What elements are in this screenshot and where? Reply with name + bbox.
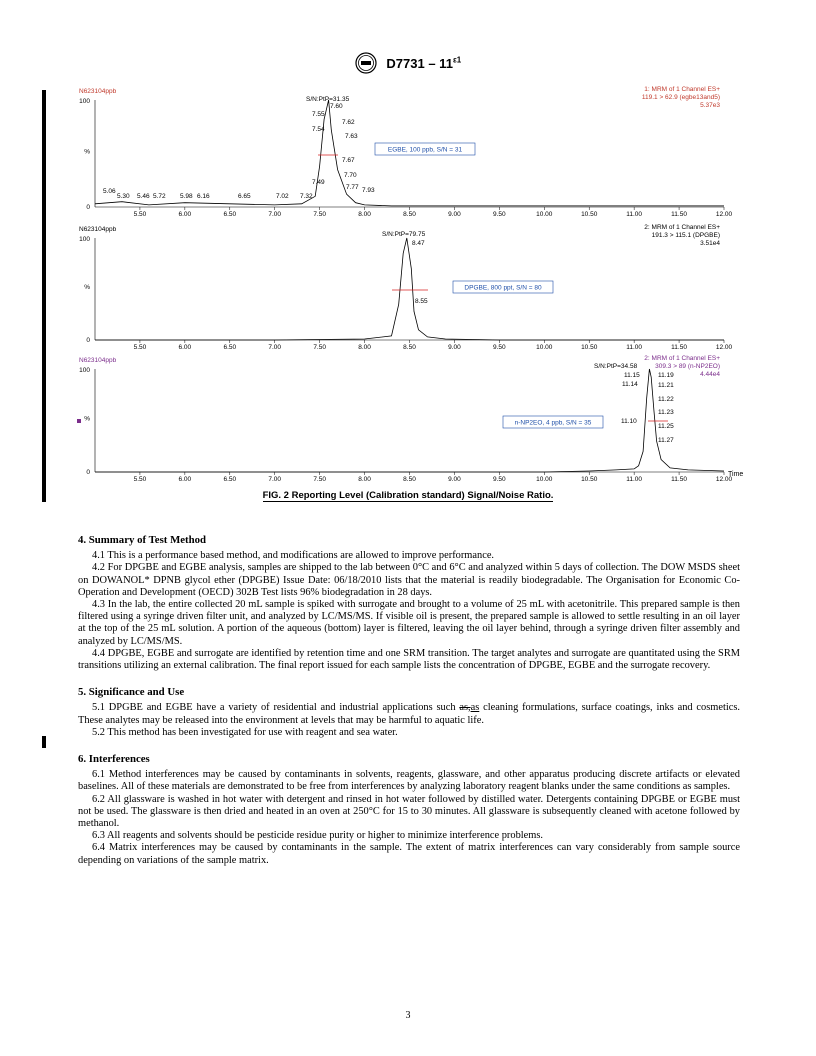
signal-noise-annotation: S/N:PtP=34.58: [594, 363, 638, 370]
peak-label: 6.65: [238, 193, 251, 200]
section-heading: 6. Interferences: [78, 753, 150, 766]
channel-info: 2: MRM of 1 Channel ES+: [644, 355, 720, 362]
paragraph: [78, 702, 740, 726]
x-tick-label: 7.50: [313, 211, 326, 218]
x-tick-label: 9.00: [448, 476, 461, 483]
doc-number-text: D7731 – 11: [386, 55, 453, 71]
peak-label: 8.55: [415, 298, 428, 305]
x-tick-label: 11.00: [626, 344, 643, 351]
y-tick-label: 0: [86, 469, 90, 476]
signal-noise-annotation: S/N:PtP=79.75: [382, 231, 426, 238]
channel-info: 3.51e4: [700, 240, 720, 247]
peak-label: 7.02: [276, 193, 289, 200]
x-tick-label: 11.50: [671, 211, 687, 218]
peak-label: 7.54: [312, 126, 325, 133]
y-tick-label: 100: [79, 98, 90, 105]
x-tick-label: 6.50: [223, 211, 237, 218]
page-number: 3: [405, 1010, 411, 1021]
figure-caption-text: FIG. 2 Reporting Level (Calibration standard) Signal/Noise Ratio.: [262, 490, 554, 501]
peak-label: 8.47: [412, 240, 425, 247]
peak-label: 11.22: [658, 396, 674, 403]
peak-label: 7.55: [312, 111, 325, 118]
paragraph: 6.1 Method interferences may be caused by contaminants in solvents, reagents, glassware, and other apparatus producing discrete artifacts or elevated baselines. All of these materials are demonstrated to be free from interferences by analyzing laboratory reagent blanks under the same conditions as samples.: [78, 769, 740, 793]
x-tick-label: 5.50: [133, 476, 147, 483]
x-tick-label: 10.00: [536, 476, 553, 483]
x-tick-label: 9.50: [493, 211, 506, 218]
signal-noise-annotation: S/N:PtP=31.35: [306, 96, 350, 103]
x-tick-label: 10.00: [536, 344, 553, 351]
peak-label: 11.19: [658, 372, 674, 379]
paragraph: 6.3 All reagents and solvents should be pesticide residue purity or higher to minimize interference problems.: [92, 830, 544, 842]
y-tick-label: 0: [86, 204, 90, 211]
x-tick-label: 8.00: [358, 344, 371, 351]
x-tick-label: 10.00: [536, 211, 553, 218]
channel-info: 2: MRM of 1 Channel ES+: [644, 224, 720, 231]
chromatogram-figure: [0, 0, 816, 490]
y-tick-label: 0: [86, 337, 90, 344]
x-tick-label: 6.00: [178, 344, 192, 351]
paragraph: 4.3 In the lab, the entire collected 20 mL sample is spiked with surrogate and brought to a volume of 25 mL with acetonitrile. This prepared sample is then filtered using a syringe driven filter unit, and analyzed by LC/MS/MS. If visible oil is present, the prepared sample is allowed to settle resulting in an oil layer at the top of the 25 mL solution. A portion of the aqueous (bottom) layer is filtered, leaving the oil layer behind, through a syringe driven filter assembly and analyzed by LC/MS/MS.: [78, 599, 740, 647]
paragraph: 6.2 All glassware is washed in hot water with detergent and rinsed in hot water followed by distilled water. Detergents containing DPGBE or EGBE must not be used. The glassware is then dried and heated in an oven at 250°C for 15 to 30 minutes. All glassware is subsequently cleaned with acetone followed by methanol.: [78, 793, 740, 830]
peak-label: 7.49: [312, 179, 325, 186]
body-text: [78, 528, 740, 867]
x-tick-label: 12.00: [715, 476, 733, 483]
x-tick-label: 11.50: [671, 476, 687, 483]
x-tick-label: 8.50: [403, 211, 416, 218]
figure-caption: [0, 490, 816, 501]
x-tick-label: 11.00: [626, 476, 643, 483]
y-tick-label: 100: [79, 236, 90, 243]
x-tick-label: 8.00: [358, 211, 371, 218]
doc-superscript: ε1: [452, 55, 462, 65]
peak-label: 5.46: [137, 193, 150, 200]
sample-id-label: N623104ppb: [79, 88, 117, 95]
peak-label: 7.63: [345, 133, 358, 140]
peak-label: 7.32: [300, 193, 313, 200]
section-heading: 4. Summary of Test Method: [78, 534, 207, 546]
y-axis-label: %: [84, 415, 90, 423]
x-tick-label: 7.50: [313, 476, 326, 483]
paragraph: 4.4 DPGBE, EGBE and surrogate are identified by retention time and one SRM transition. The target analytes and surrogate are quantitated using the SRM transitions utilizing an external calibration. The final report issued for each sample lists the concentration of DPGBE, EGBE and the surrogate recovery.: [78, 647, 740, 672]
peak-label: 5.30: [117, 193, 130, 200]
section-heading: 5. Significance and Use: [78, 686, 185, 699]
x-tick-label: 8.00: [358, 476, 371, 483]
y-tick-label: 100: [79, 367, 90, 374]
paragraph: 6.4 Matrix interferences may be caused by contaminants in the sample. The extent of matrix interferences can vary considerably from sample source depending on variations of the sample matrix.: [78, 842, 740, 866]
x-tick-label: 6.00: [178, 211, 192, 218]
x-tick-label: 11.00: [626, 211, 643, 218]
paragraph: 4.1 This is a performance based method, and modifications are allowed to improve performance.: [92, 550, 495, 562]
text-run: cleaning formulations, surface coatings, inks and cosmetics. These analytes may be released into the environment at levels that may be harmful to aquatic life.: [78, 702, 740, 726]
sample-id-label: N623104ppb: [79, 226, 117, 233]
channel-info: 191.3 > 115.1 (DPGBE): [651, 232, 720, 239]
legend-box-label: EGBE, 100 ppb, S/N = 31: [387, 146, 463, 154]
x-tick-label: 10.50: [581, 344, 598, 351]
peak-label: 7.67: [342, 157, 355, 164]
x-tick-label: 7.00: [268, 344, 282, 351]
x-tick-label: 12.00: [715, 344, 733, 351]
peak-label: 11.21: [658, 382, 674, 389]
x-tick-label: 9.00: [448, 211, 461, 218]
channel-info: 4.44e4: [700, 371, 720, 378]
peak-label: 11.23: [658, 409, 674, 416]
channel-info: 5.37e3: [700, 102, 720, 109]
peak-label: 5.06: [103, 188, 116, 195]
y-axis-label: %: [84, 284, 90, 291]
x-tick-label: 10.50: [581, 211, 598, 218]
peak-label: 7.62: [342, 119, 355, 126]
sample-id-label: N623104ppb: [79, 357, 117, 364]
x-tick-label: 12.00: [715, 211, 733, 218]
peak-label: 5.98: [180, 193, 193, 200]
x-tick-label: 11.50: [671, 344, 687, 351]
peak-label: 11.10: [621, 418, 637, 425]
x-tick-label: 8.50: [403, 344, 416, 351]
peak-label: 7.77: [346, 184, 359, 191]
peak-label: 11.27: [658, 437, 674, 444]
x-axis-label: Time: [728, 471, 744, 478]
legend-box-label: DPGBE, 800 ppt, S/N = 80: [464, 284, 542, 292]
x-tick-label: 7.00: [268, 211, 282, 218]
channel-info: 119.1 > 62.9 (egbe13and5): [641, 94, 720, 101]
x-tick-label: 8.50: [403, 476, 416, 483]
x-tick-label: 10.50: [581, 476, 598, 483]
peak-label: 11.15: [624, 372, 640, 379]
x-tick-label: 9.00: [448, 344, 461, 351]
struck-text: as,: [459, 702, 471, 714]
peak-label: 11.14: [622, 381, 638, 388]
x-tick-label: 6.00: [178, 476, 192, 483]
inserted-text: as: [470, 702, 480, 714]
channel-info: 309.3 > 89 (n-NP2EO): [655, 363, 720, 370]
channel-marker-icon: [77, 419, 81, 423]
peak-label: 7.93: [362, 187, 375, 194]
peak-label: 7.60: [330, 103, 343, 110]
paragraph: 5.2 This method has been investigated for use with reagent and sea water.: [92, 726, 398, 738]
x-tick-label: 7.00: [268, 476, 282, 483]
y-axis-label: %: [84, 148, 90, 156]
channel-info: 1: MRM of 1 Channel ES+: [644, 86, 720, 93]
x-tick-label: 9.50: [493, 476, 506, 483]
x-tick-label: 6.50: [223, 476, 237, 483]
change-bar: [42, 736, 46, 748]
x-tick-label: 5.50: [133, 211, 147, 218]
peak-label: 11.25: [658, 423, 674, 430]
peak-label: 7.70: [344, 172, 357, 179]
legend-box-label: n-NP2EO, 4 ppb, S/N = 35: [514, 419, 592, 427]
peak-label: 5.72: [153, 193, 166, 200]
peak-label: 6.16: [197, 193, 210, 200]
text-run: 5.1 DPGBE and EGBE have a variety of residential and industrial applications such: [92, 702, 460, 714]
paragraph: 4.2 For DPGBE and EGBE analysis, samples are shipped to the lab between 0°C and 6°C and analyzed within 5 days of collection. The DOW MSDS sheet on DOWANOL* DPNB glycol ether (DPGBE) Issue Date: 06/18/2010 lists that the material is readily biodegradable. The Organisation for Economic Co-Operation and Development (OECD) 302B Test lists 96% biodegradation in 28 days.: [78, 562, 740, 598]
chromatogram-trace: [95, 238, 724, 340]
x-tick-label: 9.50: [493, 344, 506, 351]
x-tick-label: 7.50: [313, 344, 326, 351]
x-tick-label: 5.50: [133, 344, 147, 351]
x-tick-label: 6.50: [223, 344, 237, 351]
